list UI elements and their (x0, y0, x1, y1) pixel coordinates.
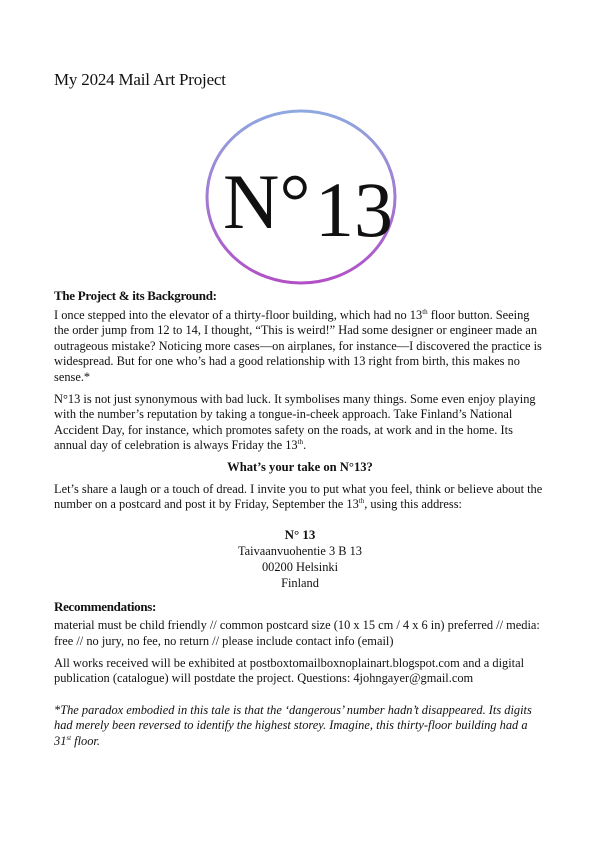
document-body (54, 288, 546, 749)
n13-logo (203, 108, 399, 286)
address-country: Finland (281, 575, 319, 590)
address-street: Taivaanvuohentie 3 B 13 (237, 543, 363, 558)
recommendations-line-1: material must be child friendly // common postcard size (10 x 15 cm / 4 x 6 in) preferred // media: free // no jury, no fee, no return // please include contact info (email) (54, 618, 540, 648)
recommendations-line-2: All works received will be exhibited at postboxtomailboxnoplainart.blogspot.com and a digital publication (catalogue) will postdate the project. Questions: 4johngayer@gmail.com (54, 655, 525, 686)
address-city: 00200 Helsinki (261, 559, 339, 574)
question-heading: What’s your take on N°13? (227, 459, 373, 474)
footnote: *The paradox embodied in this tale is that the ‘dangerous’ number hadn’t disappeared. Its digits had merely been reversed to identify the highest storey. Imagine, this thirty-floor building had a 31st floor. (54, 702, 532, 748)
background-paragraph-2: N°13 is not just synonymous with bad luck. It symbolises many things. Some even enjoy playing with the number’s reputation by taking a tongue-in-cheek approach. Take Finland’s National Accident Day, for instance, which promotes safety on the roads, at work and in the home. Its annual day of celebration is always Friday the 13th. (54, 391, 536, 453)
postal-address (54, 527, 546, 591)
background-heading: The Project & its Background: (54, 288, 217, 303)
page-title: My 2024 Mail Art Project (54, 70, 226, 89)
logo-n-text: N° (223, 158, 311, 245)
invite-paragraph: Let’s share a laugh or a touch of dread. I invite you to put what you feel, think or believe about the number on a postcard and post it by Friday, September the 13th, using this address: (54, 481, 543, 512)
recommendations-heading: Recommendations: (54, 598, 157, 614)
address-name: N° 13 (284, 526, 316, 542)
background-paragraph-1: I once stepped into the elevator of a thirty-floor building, which had no 13th floor button. Seeing the order jump from 12 to 14, I thought, “This is weird!” Had some designer or engineer made an outrageous mistake? Noticing more cases—on airplanes, for instance—I discovered the practice is widespread. But for one who’s had a good relationship with 13 right from birth, this makes no sense.* (54, 307, 542, 384)
logo-number-text: 13 (315, 166, 393, 253)
